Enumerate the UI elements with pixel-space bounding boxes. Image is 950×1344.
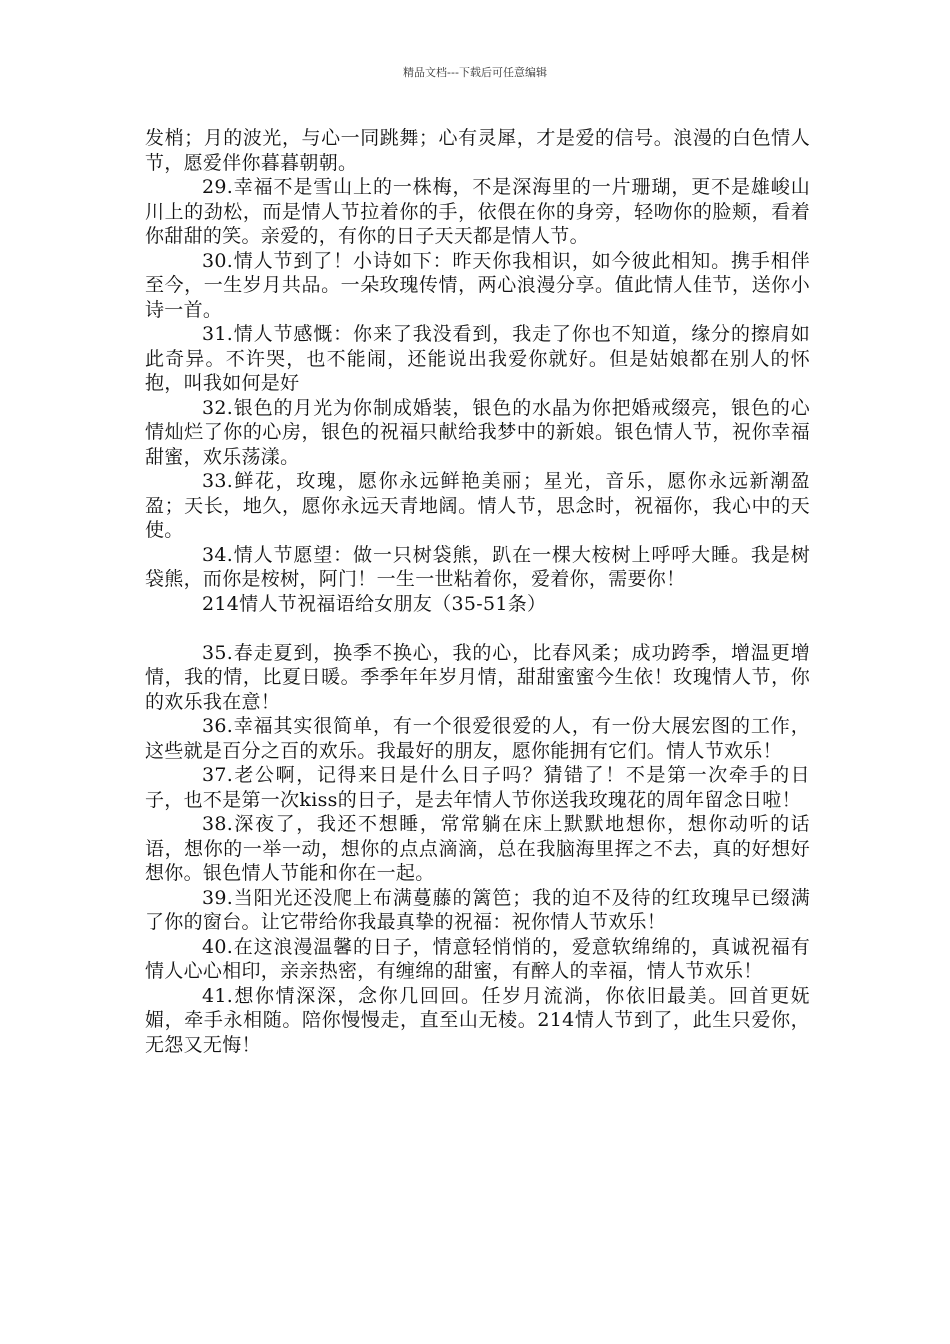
paragraph-item-36: 36.幸福其实很简单，有一个很爱很爱的人，有一份大展宏图的工作，这些就是百分之百的欢乐。我最好的朋友，愿你能拥有它们。情人节欢乐！ <box>145 715 810 762</box>
paragraph-item-40: 40.在这浪漫温馨的日子，情意轻悄悄的，爱意软绵绵的，真诚祝福有情人心心相印，亲亲热密，有缠绵的甜蜜，有醉人的幸福，情人节欢乐！ <box>145 935 810 982</box>
section-heading: 214情人节祝福语给女朋友（35-51条） <box>202 592 547 615</box>
paragraph-item-35: 35.春走夏到，换季不换心，我的心，比春风柔；成功跨季，增温更增情，我的情，比夏日暖。季季年年岁月情，甜甜蜜蜜今生依！玫瑰情人节，你的欢乐我在意！ <box>145 641 810 713</box>
paragraph-item-38: 38.深夜了，我还不想睡，常常躺在床上默默地想你，想你动听的话语，想你的一举一动，想你的点点滴滴，总在我脑海里挥之不去，真的好想好想你。银色情人节能和你在一起。 <box>145 813 810 884</box>
paragraph-item-41: 41.想你情深深，念你几回回。任岁月流淌，你依旧最美。回首更妩媚，牵手永相随。陪你慢慢走，直至山无棱。214情人节到了，此生只爱你，无怨又无悔！ <box>145 984 810 1056</box>
paragraph-item-29: 29.幸福不是雪山上的一株梅，不是深海里的一片珊瑚，更不是雄峻山川上的劲松，而是情人节拉着你的手，依偎在你的身旁，轻吻你的脸颊，看着你甜甜的笑。亲爱的，有你的日子天天都是情人节。 <box>145 176 810 247</box>
paragraph-item-37: 37.老公啊，记得来日是什么日子吗？猜错了！不是第一次牵手的日子，也不是第一次kiss的日子，是去年情人节你送我玫瑰花的周年留念日啦！ <box>145 764 810 811</box>
paragraph-item-39: 39.当阳光还没爬上布满蔓藤的篱笆；我的迫不及待的红玫瑰早已缀满了你的窗台。让它带给你我最真挚的祝福：祝你情人节欢乐！ <box>145 886 810 933</box>
paragraph-item-31: 31.情人节感慨：你来了我没看到，我走了你也不知道，缘分的擦肩如此奇异。不许哭，也不能闹，还能说出我爱你就好。但是姑娘都在别人的怀抱，叫我如何是好 <box>145 323 810 394</box>
paragraph-item-30: 30.情人节到了！小诗如下：昨天你我相识，如今彼此相知。携手相伴至今，一生岁月共品。一朵玫瑰传情，两心浪漫分享。值此情人佳节，送你小诗一首。 <box>145 249 810 321</box>
document-body <box>145 126 810 1057</box>
page-header: 精品文档---下载后可任意编辑 <box>403 66 547 79</box>
paragraph-continuation: 发梢；月的波光，与心一同跳舞；心有灵犀，才是爱的信号。浪漫的白色情人节，愿爱伴你暮暮朝朝。 <box>145 127 810 174</box>
paragraph-item-32: 32.银色的月光为你制成婚装，银色的水晶为你把婚戒缀亮，银色的心情灿烂了你的心房，银色的祝福只献给我梦中的新娘。银色情人节，祝你幸福甜蜜，欢乐荡漾。 <box>145 396 810 468</box>
paragraph-item-33: 33.鲜花，玫瑰，愿你永远鲜艳美丽；星光，音乐，愿你永远新潮盈盈；天长，地久，愿你永远天青地阔。情人节，思念时，祝福你，我心中的天使。 <box>145 470 810 541</box>
paragraph-item-34: 34.情人节愿望：做一只树袋熊，趴在一棵大桉树上呼呼大睡。我是树袋熊，而你是桉树，阿门！一生一世粘着你，爱着你，需要你！ <box>145 543 810 590</box>
